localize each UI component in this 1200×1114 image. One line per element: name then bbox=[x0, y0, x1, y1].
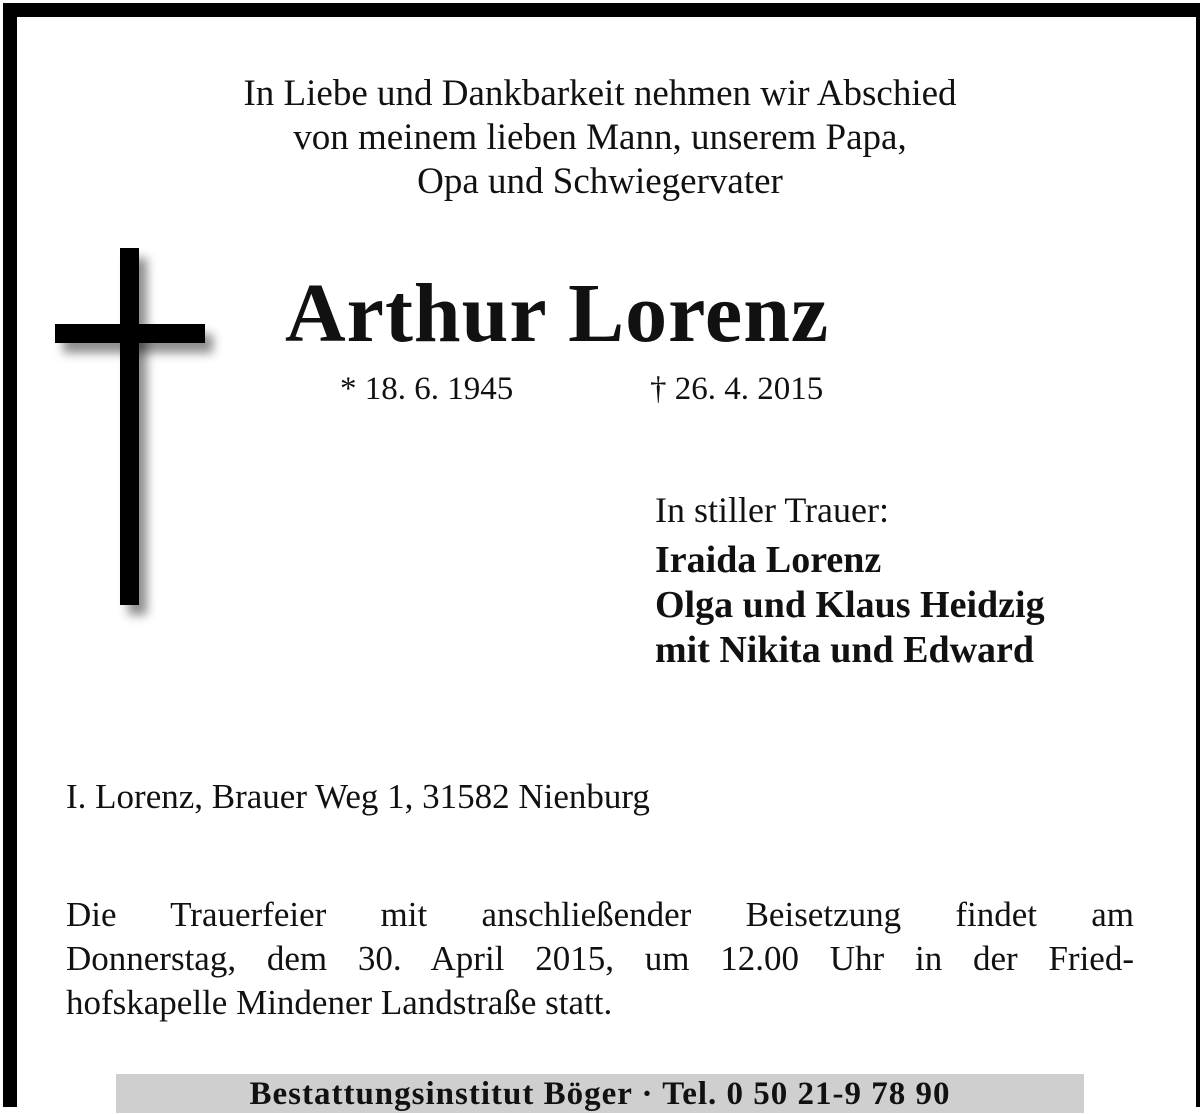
intro-line: von meinem lieben Mann, unserem Papa, bbox=[293, 117, 907, 158]
funeral-home-footer: Bestattungsinstitut Böger · Tel. 0 50 21-9 78 90 bbox=[116, 1074, 1084, 1113]
mourner-name: Olga und Klaus Heidzig bbox=[655, 584, 1045, 626]
intro-text bbox=[0, 72, 1200, 204]
cross-vertical-bar bbox=[120, 248, 139, 605]
ceremony-notice bbox=[66, 893, 1134, 1025]
ceremony-line: Die Trauerfeier mit anschließender Beisetzung findet am bbox=[66, 895, 1134, 934]
cross-horizontal-bar bbox=[55, 324, 205, 343]
mourners-block bbox=[655, 488, 1045, 673]
intro-line: In Liebe und Dankbarkeit nehmen wir Abschied bbox=[243, 73, 957, 114]
ceremony-line: hofskapelle Mindener Landstraße statt. bbox=[66, 983, 613, 1022]
cross-icon bbox=[55, 248, 210, 618]
ceremony-line: Donnerstag, dem 30. April 2015, um 12.00 Uhr in der Fried- bbox=[66, 939, 1134, 978]
mourner-name: mit Nikita und Edward bbox=[655, 629, 1035, 671]
death-date: † 26. 4. 2015 bbox=[650, 371, 824, 407]
mourner-name: Iraida Lorenz bbox=[655, 539, 882, 581]
family-address: I. Lorenz, Brauer Weg 1, 31582 Nienburg bbox=[66, 777, 650, 816]
birth-date: * 18. 6. 1945 bbox=[340, 371, 514, 407]
intro-line: Opa und Schwiegervater bbox=[417, 161, 783, 202]
deceased-name: Arthur Lorenz bbox=[285, 267, 830, 360]
mourners-label: In stiller Trauer: bbox=[655, 490, 889, 530]
